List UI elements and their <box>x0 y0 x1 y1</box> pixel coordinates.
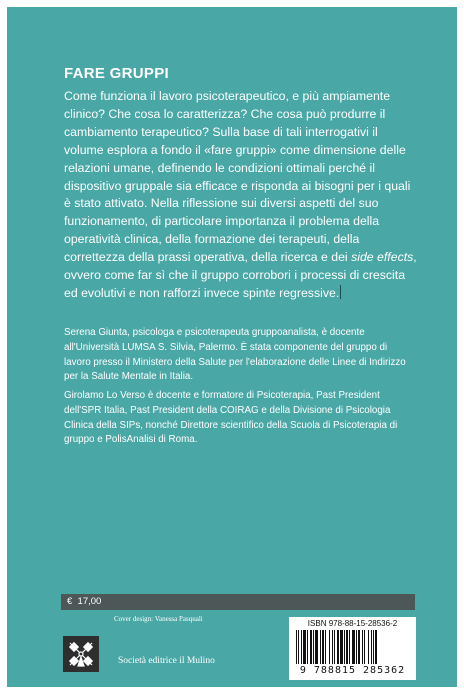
barcode-block <box>289 617 416 680</box>
ean-digits: 9 788815 285362 <box>299 665 406 676</box>
blurb-italic-text: side effects <box>351 250 414 265</box>
blurb-text: Come funziona il lavoro psicoterapeutico, e più ampiamente clinico? Che cosa lo caratterizza? Che cosa può produrre il cambiamento terapeutico? Sulla base di tali interrogativi il volume esplora a fondo il «fare gruppi» come dimensione delle relazioni umane, definendo le condizioni ottimali perché il dispositivo gruppale sia efficace e risponda ai bisogni per i quali è stato attivato. Nella riflessione sui diversi aspetti del suo funzionamento, di particolare importanza il problema della operatività clinica, della formazione dei terapeuti, della correttezza della prassi operativa, della ricerca e dei <box>64 89 411 265</box>
isbn-number: ISBN 978-88-15-28536-2 <box>307 619 398 628</box>
book-blurb <box>64 88 420 303</box>
book-back-cover <box>7 7 457 687</box>
publisher-name: Società editrice il Mulino <box>118 656 215 666</box>
book-price: € 17,00 <box>67 596 102 607</box>
price-bar <box>61 594 415 610</box>
author-bio-giunta: Serena Giunta, psicologa e psicoterapeuta gruppoanalista, è docente all'Università LUMSA S. Silvia, Palermo. È stata componente del gruppo di lavoro presso il Ministero della Salute per l'elaborazione delle Linee di Indirizzo per la Salute Mentale in Italia. <box>64 327 406 383</box>
windmill-icon <box>63 636 99 672</box>
barcode-icon <box>294 630 411 664</box>
text-cursor <box>340 285 341 299</box>
book-title: FARE GRUPPI <box>64 65 169 82</box>
author-bio-lo-verso: Girolamo Lo Verso è docente e formatore di Psicoterapia, Past President dell'SPR Italia, Past President della COIRAG e della Divisione di Psicologia Clinica della SIPs, nonché Direttore scientifico della Scuola di Psicoterapia di gruppo e PolisAnalisi di Roma. <box>64 390 398 446</box>
cover-design-credit: Cover design: Vanessa Pasquali <box>114 615 203 623</box>
blurb-text-end: , ovvero come far sì che il gruppo corrobori i processi di crescita ed evolutivi e non rafforzi invece spinte regressive. <box>64 250 417 300</box>
